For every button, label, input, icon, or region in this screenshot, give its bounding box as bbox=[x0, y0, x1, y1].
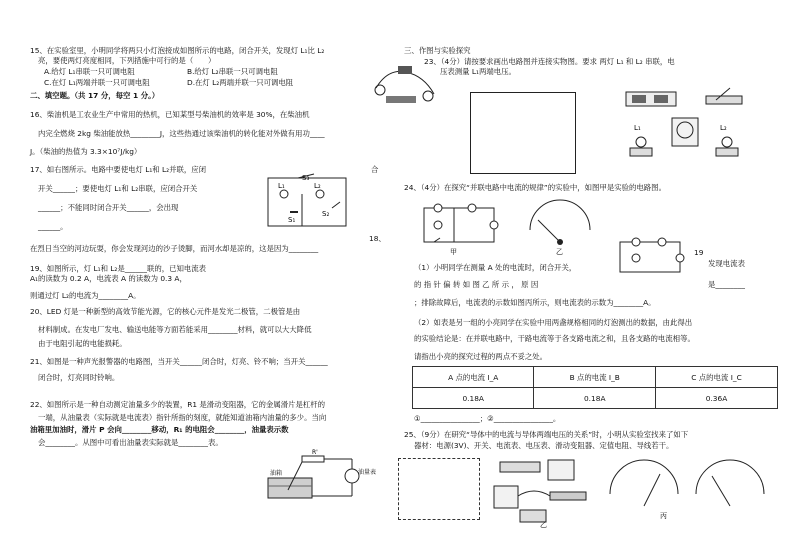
q15-option-b: B.给灯 L₂串联一只可调电阻 bbox=[187, 67, 278, 76]
q20-text: 20、LED 灯是一种新型的高效节能光源，它的核心元件是发光二极管，二极管是由 bbox=[30, 307, 301, 316]
q24-data-table bbox=[412, 366, 778, 409]
q24-1-text-b: 发现电流表 bbox=[708, 259, 745, 268]
q24-1-text-2: 的 指 针 偏 转 如 图 乙 所 示 ， 原 因 bbox=[414, 280, 539, 289]
label-yi-2: 乙 bbox=[540, 521, 547, 529]
q25-text: 25、（9分）在研究“导体中的电流与导体两端电压的关系”时，小明从实验室找来了如下 bbox=[404, 430, 689, 439]
q25-meters-figure bbox=[604, 458, 774, 522]
q24-1-text: （1）小明同学在测量 A 处的电流时，闭合开关， bbox=[414, 263, 577, 272]
q19-text-3: 则通过灯 L₂的电流为________A。 bbox=[30, 291, 141, 300]
table-header-ia: A 点的电流 I_A bbox=[413, 367, 534, 388]
table-cell-ic: 0.36A bbox=[656, 388, 778, 409]
q17-circuit-figure bbox=[262, 172, 354, 230]
q21-text-2: 闭合时，灯亮同时铃响。 bbox=[38, 373, 120, 382]
q15-text-2: 亮，要使两灯亮度相同，下列措施中可行的是（ ） bbox=[38, 56, 216, 65]
section-2-heading: 二、填空题。（共 17 分，每空 1 分。） bbox=[30, 91, 160, 100]
q24-2-text-3: 请指出小亮的探究过程的两点不妥之处。 bbox=[414, 352, 548, 361]
q20-text-2: 材料制成。在发电厂发电、输送电能等方面若能采用________材料，就可以大大降低 bbox=[38, 325, 312, 334]
q18-number: 18、 bbox=[369, 234, 386, 243]
q22-text-4: 会________。从图中可看出油量表实际就是________表。 bbox=[38, 438, 223, 447]
label-gauge: 油量表 bbox=[358, 469, 377, 476]
table-header-ib: B 点的电流 I_B bbox=[534, 367, 656, 388]
table-cell-ia: 0.18A bbox=[413, 388, 534, 409]
q15-text: 15、在实验室里，小明同学将两只小灯泡接成如图所示的电路，闭合开关，发现灯 L₁比 L₂ bbox=[30, 46, 325, 55]
label-s2: S₂ bbox=[322, 210, 330, 218]
q25-dashed-box bbox=[398, 458, 480, 520]
label-s1: S₁ bbox=[288, 216, 296, 224]
q22-text: 22、如图所示是一种自动测定油量多少的装置，R1 是滑动变阻器，它的金属滑片是杠杆的 bbox=[30, 400, 326, 409]
q15-option-c: C.在灯 L₁两端并联一只可调电阻 bbox=[44, 78, 150, 87]
q17-text-4: ______。 bbox=[38, 222, 68, 231]
q21-text: 21、如图是一种声光报警器的电路图，当开关______闭合时，灯亮、铃不响；当开关______ bbox=[30, 357, 328, 366]
q16-text: 16、柴油机是工农业生产中常用的热机，已知某型号柴油机的效率是 30%，在柴油机 bbox=[30, 110, 310, 119]
table-header-ic: C 点的电流 I_C bbox=[656, 367, 778, 388]
q22-text-2: 一端，从油量表（实际就是电流表）指针所指的刻度，就能知道油箱内油量的多少。当向 bbox=[38, 413, 327, 422]
q23-components-figure bbox=[620, 86, 760, 168]
q24-1-text-3: 是________ bbox=[708, 280, 745, 289]
q24-text: 24、（4分）在探究“并联电路中电流的规律”的实验中，如图甲是实验的电路图。 bbox=[404, 183, 666, 192]
table-header-row bbox=[413, 367, 778, 388]
q24-ammeter-yi bbox=[520, 200, 600, 256]
section-3-heading: 三、作图与实验探究 bbox=[404, 46, 471, 55]
q23-text-2: 压表测量 L₁两端电压。 bbox=[440, 67, 516, 76]
q15-option-a: A.给灯 L₁串联一只可调电阻 bbox=[44, 67, 135, 76]
q24-number-19: 19 bbox=[694, 248, 704, 257]
comp-label-l2: L₂ bbox=[720, 124, 727, 132]
q23-drawing-box bbox=[470, 92, 576, 174]
q19-text: 19、如图所示，灯 L₁和 L₂是______联的，已知电流表 bbox=[30, 264, 207, 273]
q24-answer-line: ①________________；②________________。 bbox=[414, 414, 561, 423]
q17-text-3: ______；不能同时闭合开关______，会出现 bbox=[38, 203, 179, 212]
label-r: R' bbox=[312, 449, 318, 456]
table-cell-ib: 0.18A bbox=[534, 388, 656, 409]
label-jia: 甲 bbox=[450, 248, 457, 256]
comp-label-l1: L₁ bbox=[634, 124, 641, 132]
table-row bbox=[413, 388, 778, 409]
label-yi: 乙 bbox=[556, 248, 563, 256]
q24-2-text: （2）如表是另一组的小亮同学在实验中用两盏规格相同的灯泡测出的数据，由此得出 bbox=[414, 318, 693, 327]
q25-text-2: 器材：电源(3V)、开关、电流表、电压表、滑动变阻器、定值电阻、导线若干。 bbox=[414, 441, 674, 450]
q24-circuit-jia bbox=[414, 198, 506, 256]
q19-text-2: A₁的读数为 0.2 A，电流表 A 的读数为 0.3 A， bbox=[30, 274, 187, 283]
q15-option-d: D.在灯 L₂两端并联一只可调电阻 bbox=[187, 78, 294, 87]
label-bing: 丙 bbox=[660, 512, 667, 520]
q22-text-3: 油箱里加油时，滑片 P 会向________移动，R₁ 的电阻会________，油量表示数 bbox=[30, 425, 289, 434]
label-tank: 油箱 bbox=[270, 470, 283, 477]
label-l1: L₁ bbox=[278, 182, 285, 190]
q24-circuit-small bbox=[612, 236, 688, 278]
q18-text: 在烈日当空的河边玩耍，你会发现河边的沙子烫脚，而河水却是凉的，这是因为________ bbox=[30, 244, 319, 253]
q17-he: 合 bbox=[371, 165, 379, 174]
q24-1-text-4: ；排除故障后，电流表的示数如图丙所示，则电流表的示数为________A。 bbox=[414, 298, 656, 307]
q20-text-3: 由于电阻引起的电能损耗。 bbox=[38, 339, 127, 348]
q17-text: 17、如右图所示。电路中要使电灯 L₁和 L₂并联，应闭 bbox=[30, 165, 207, 174]
q16-text-3: J。（柴油的热值为 3.3×10⁷J/kg） bbox=[30, 147, 142, 156]
q25-apparatus-figure bbox=[490, 456, 600, 528]
q22-oil-gauge-figure bbox=[262, 449, 377, 502]
label-s3: S₃ bbox=[302, 174, 310, 182]
q16-text-2: 内完全燃烧 2kg 柴油能放热________J，这些热通过该柴油机的转化能对外做有用功____ bbox=[38, 129, 325, 138]
label-l2: L₂ bbox=[314, 182, 321, 190]
q24-2-text-2: 的实验结论是：在并联电路中，干路电流等于各支路电流之和，且各支路的电流相等。 bbox=[414, 334, 695, 343]
q23-text: 23、（4分）请按要求画出电路图并连接实物图。要求 两灯 L₁ 和 L₂ 串联，电 bbox=[424, 57, 675, 66]
q17-text-2: 开关______；要使电灯 L₁和 L₂串联，应闭合开关 bbox=[38, 184, 198, 193]
